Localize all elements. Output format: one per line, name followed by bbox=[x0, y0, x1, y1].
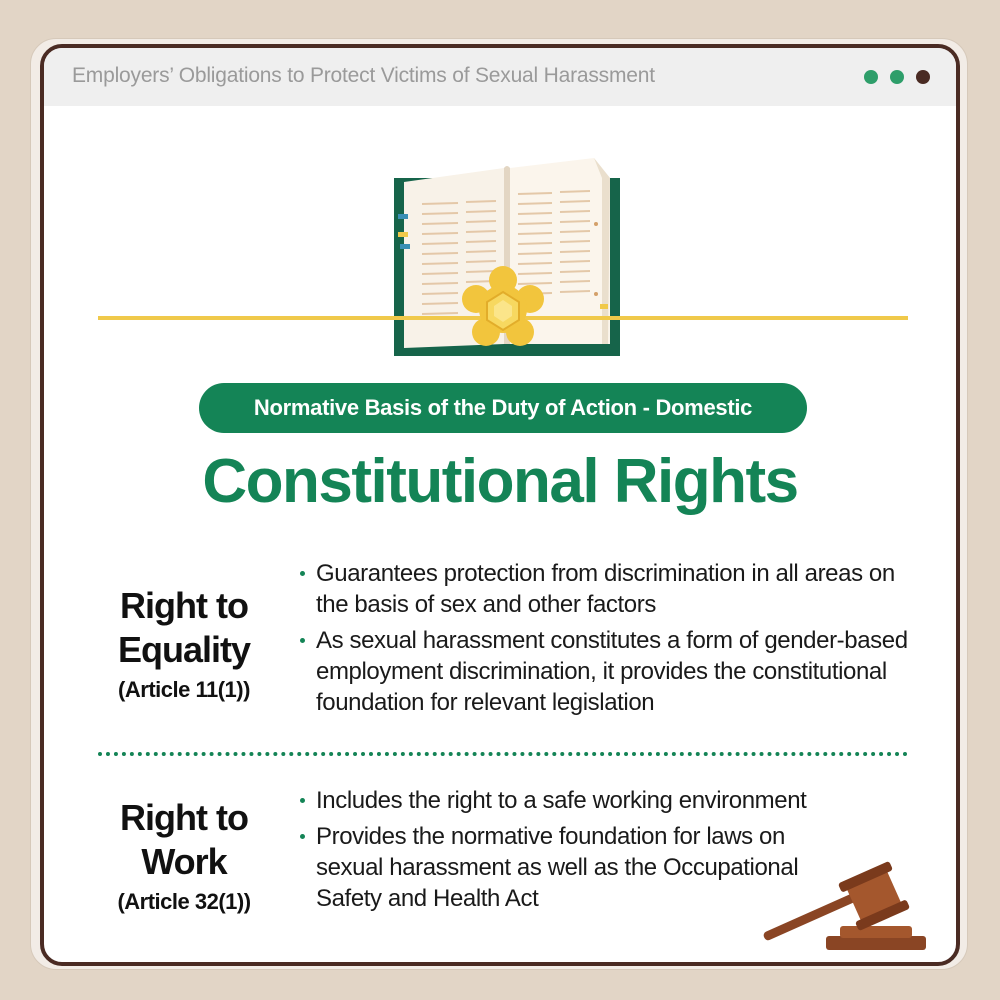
page-title: Constitutional Rights bbox=[202, 447, 798, 516]
category-badge: Normative Basis of the Duty of Action - Domestic bbox=[199, 383, 807, 433]
window-dot-2[interactable] bbox=[890, 70, 904, 84]
section-label-work bbox=[84, 796, 284, 918]
section-title-line1: Right to bbox=[120, 797, 248, 838]
section-title-line1: Right to bbox=[120, 585, 248, 626]
gavel-icon bbox=[756, 856, 932, 956]
emblem-icon bbox=[460, 266, 546, 352]
window-dot-3[interactable] bbox=[916, 70, 930, 84]
bullet-list-equality bbox=[298, 558, 938, 718]
bullet-item: Provides the normative foundation for laws on sexual harassment as well as the Occupational Safety and Health Act bbox=[298, 821, 836, 914]
title-bar bbox=[44, 48, 956, 106]
section-title-line2: Equality bbox=[117, 629, 251, 670]
window-controls bbox=[864, 70, 930, 84]
section-article: (Article 32(1)) bbox=[117, 889, 251, 914]
section-label-equality bbox=[84, 584, 284, 706]
window-dot-1[interactable] bbox=[864, 70, 878, 84]
app-window bbox=[40, 44, 960, 966]
bullet-item: Includes the right to a safe working environment bbox=[298, 785, 938, 816]
section-title-line2: Work bbox=[141, 841, 227, 882]
dotted-divider bbox=[98, 752, 908, 756]
bullet-item: Guarantees protection from discrimination in all areas on the basis of sex and other factors bbox=[298, 558, 906, 620]
section-article: (Article 11(1)) bbox=[118, 677, 250, 702]
bullet-item: As sexual harassment constitutes a form of gender-based employment discrimination, it provides the constitutional foundation for relevant legislation bbox=[298, 625, 938, 718]
window-title: Employers’ Obligations to Protect Victims of Sexual Harassment bbox=[72, 64, 655, 87]
